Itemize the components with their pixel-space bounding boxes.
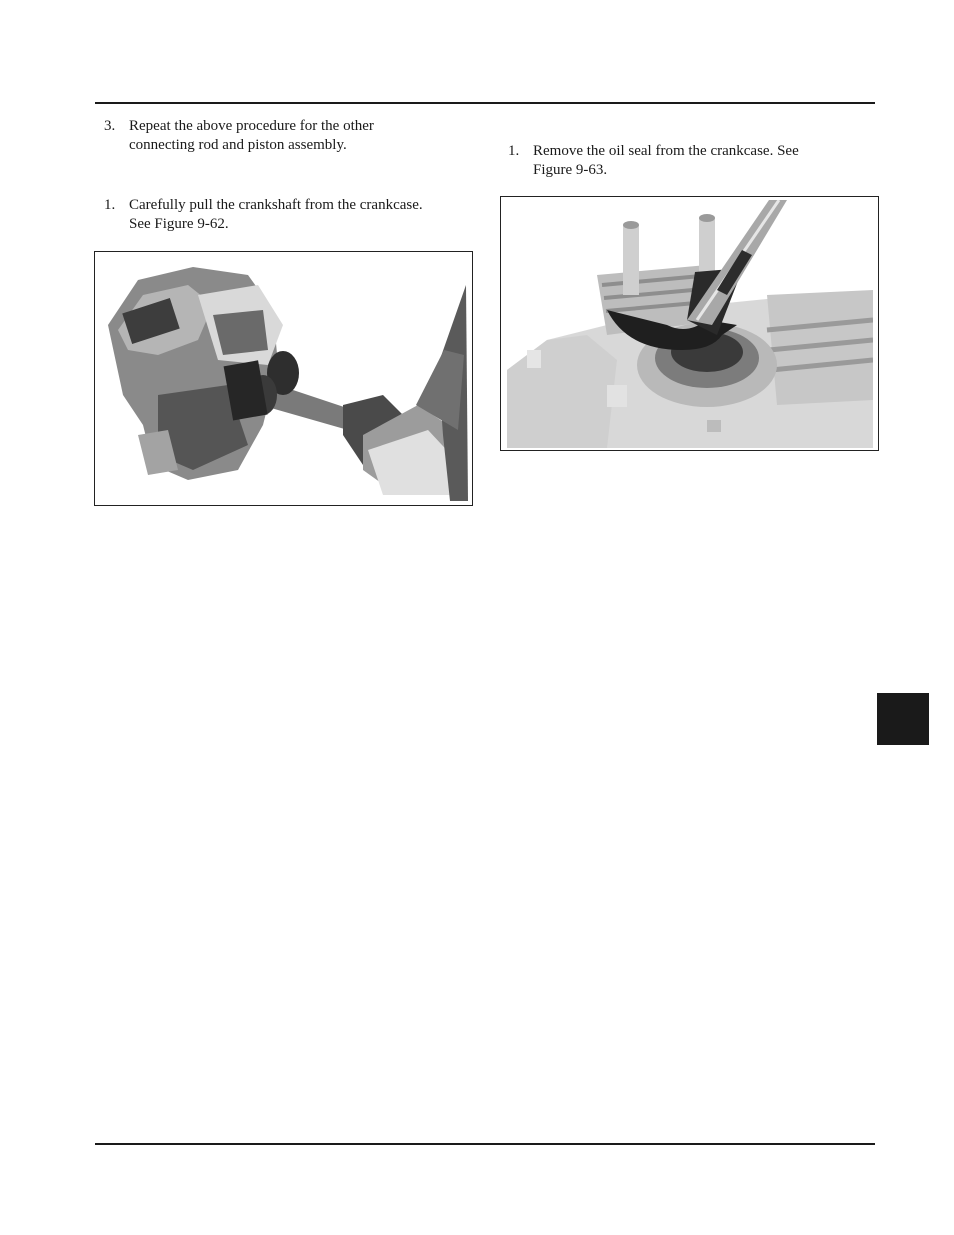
step-number: 1. [508, 143, 520, 159]
step-number: 3. [104, 118, 116, 134]
bottom-rule [95, 1143, 875, 1145]
step-text-line-2: connecting rod and piston assembly. [129, 137, 347, 153]
figure-oil-seal-removal [500, 196, 879, 451]
oil-seal-removal-photo-icon [507, 200, 873, 448]
step-pull-crankshaft [104, 196, 479, 236]
section-tab-marker [877, 693, 929, 745]
step-text-line-1: Carefully pull the crankshaft from the crankcase. [129, 197, 423, 213]
step-remove-oil-seal [508, 142, 868, 182]
step-text-line-1: Remove the oil seal from the crankcase. See [533, 143, 799, 159]
step-repeat-procedure [104, 117, 474, 157]
step-number: 1. [104, 197, 116, 213]
step-text-line-1: Repeat the above procedure for the other [129, 118, 374, 134]
figure-crankshaft-removal [94, 251, 473, 506]
crankshaft-removal-photo-icon [98, 255, 468, 501]
step-text-line-2: See Figure 9-62. [129, 216, 229, 232]
top-rule [95, 102, 875, 104]
step-text-line-2: Figure 9-63. [533, 162, 608, 178]
